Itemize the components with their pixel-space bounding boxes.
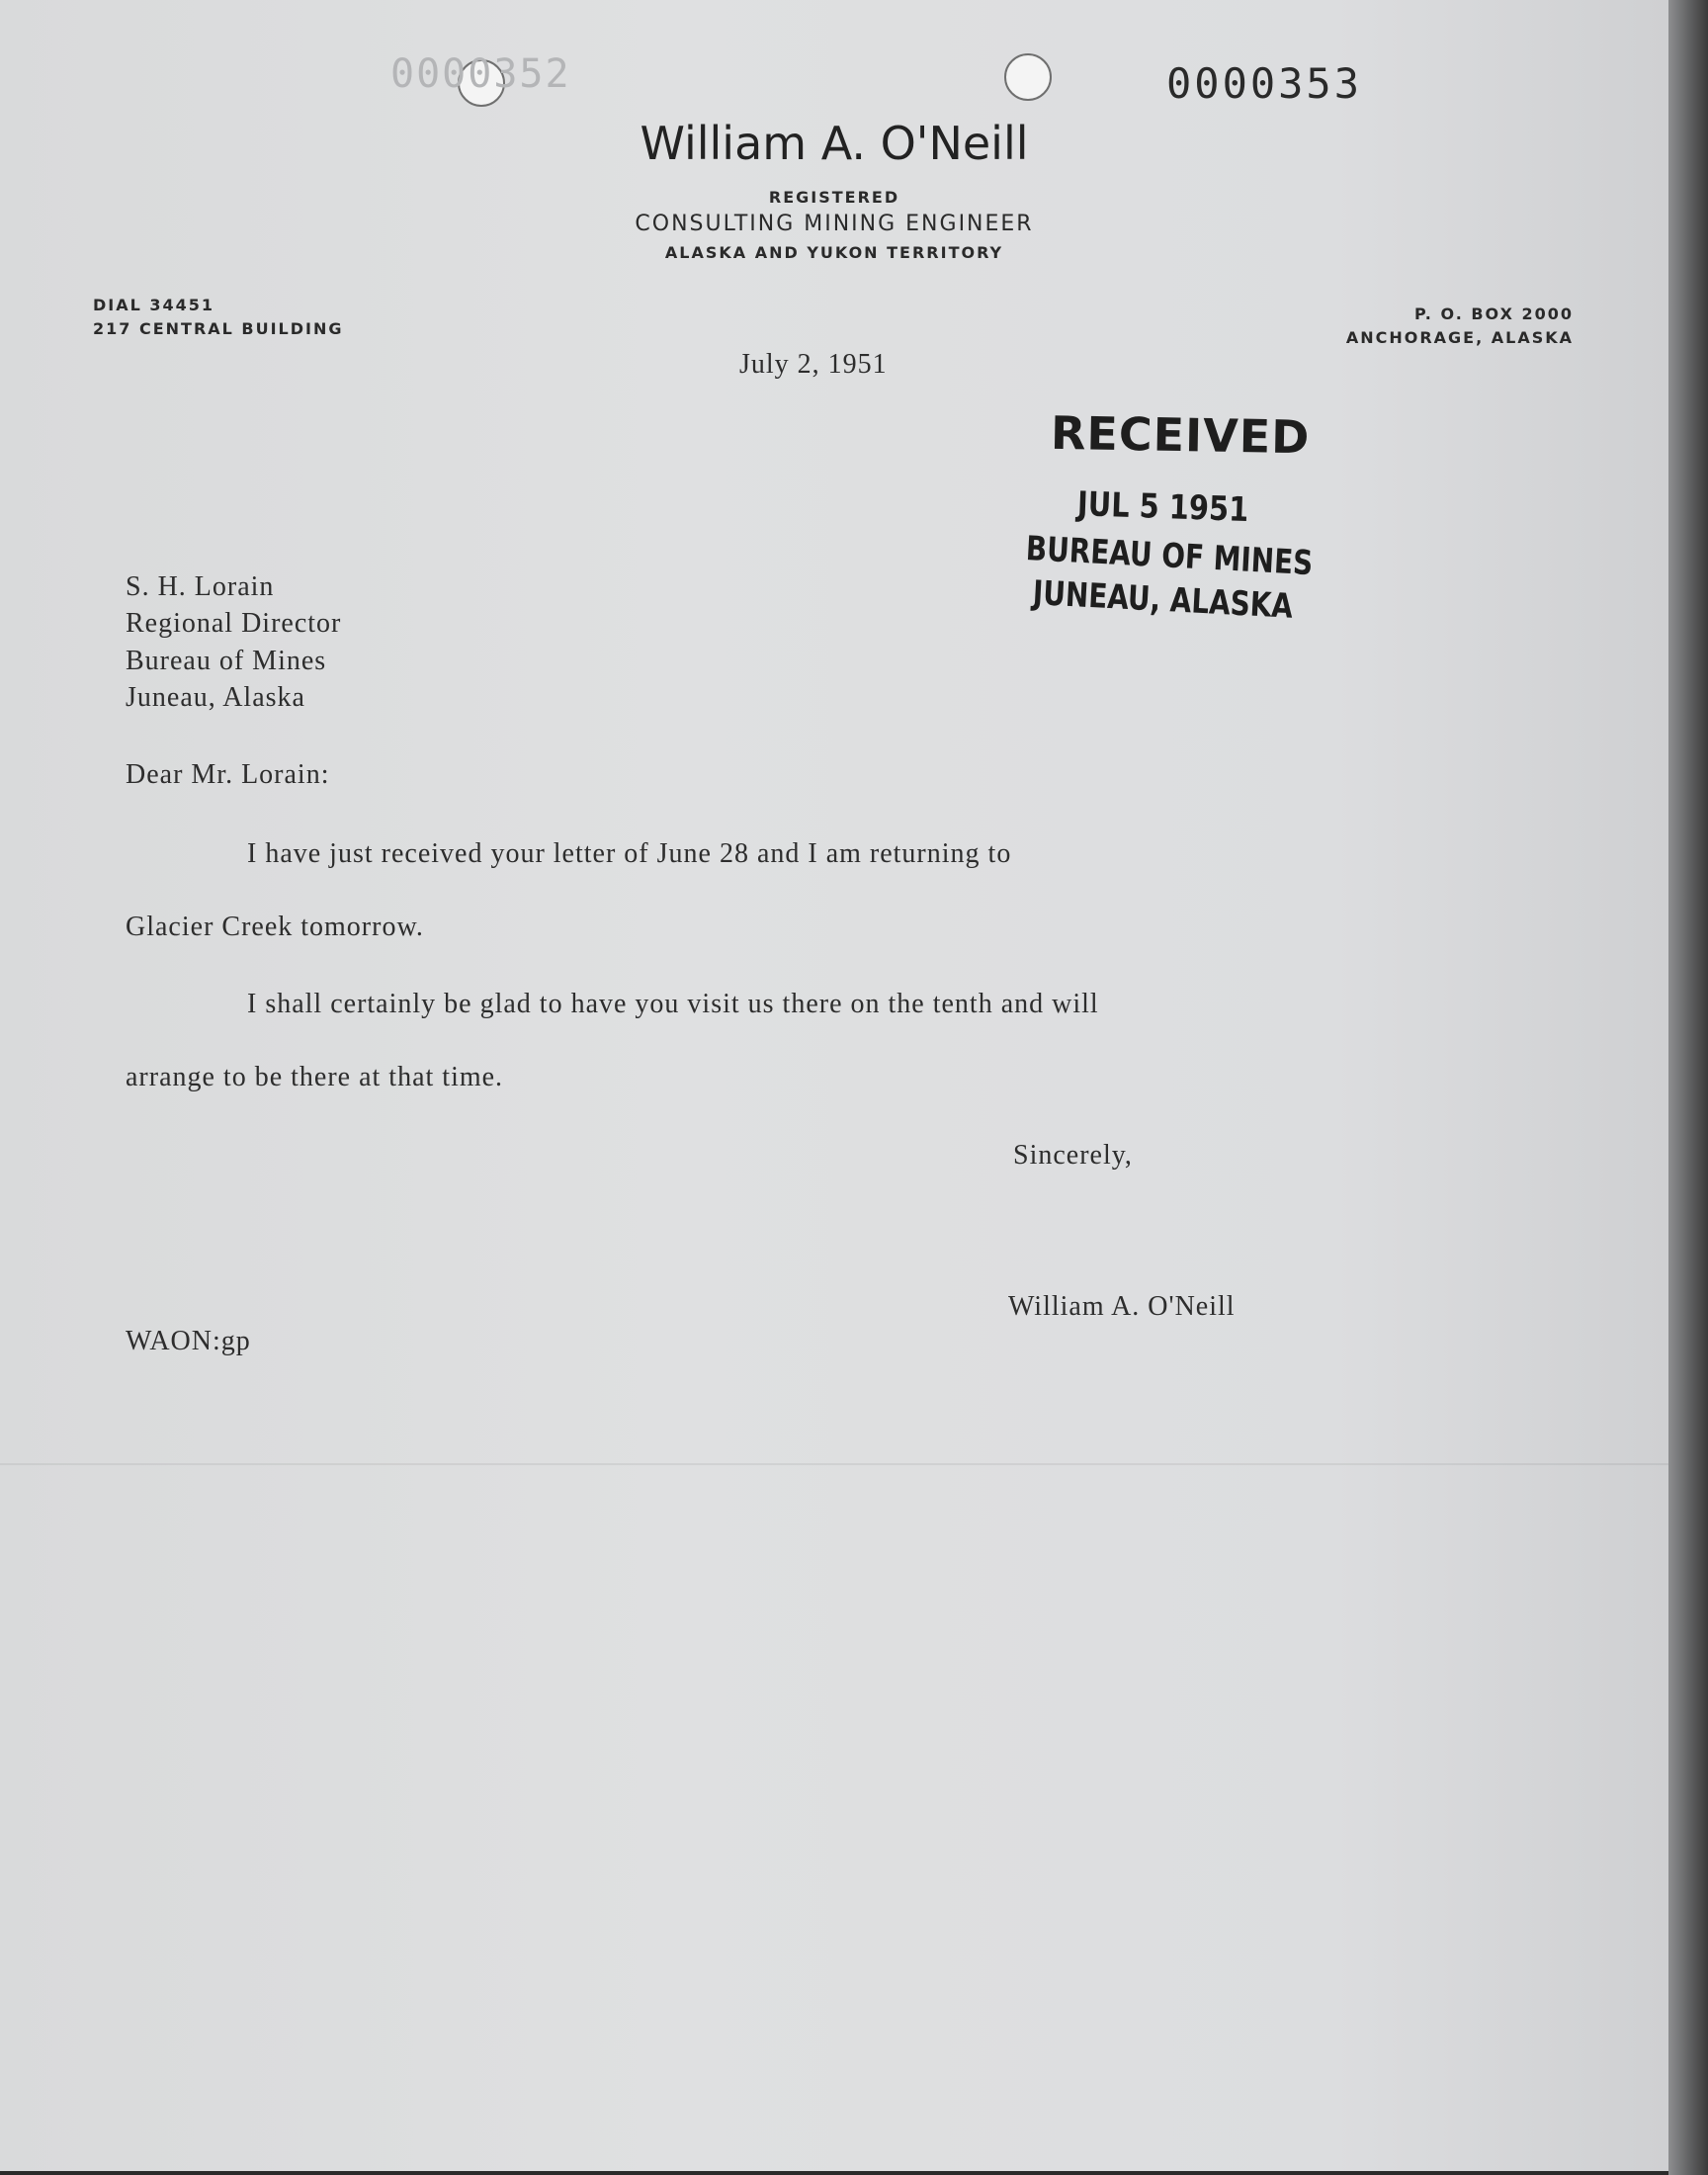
received-stamp-date: JUL 5 1951 [1076,484,1249,531]
recipient-name: S. H. Lorain [126,571,275,602]
page-edge-shadow [1668,0,1708,2175]
body-p1-line2: Glacier Creek tomorrow. [126,912,424,942]
punch-hole-right [1004,53,1052,101]
letterhead-name: William A. O'Neill [640,117,1029,170]
recipient-city: Juneau, Alaska [126,682,305,713]
document-number: 0000353 [1166,59,1363,108]
letterhead-territory: ALASKA AND YUKON TERRITORY [664,243,1004,262]
received-stamp-title: RECEIVED [1050,405,1311,465]
closing: Sincerely, [1013,1140,1133,1171]
signature-name: William A. O'Neill [1008,1291,1236,1322]
letterhead-left-contact [93,294,344,341]
body-p2-line2: arrange to be there at that time. [126,1062,504,1092]
letterhead-po-box: P. O. BOX 2000 [1414,304,1574,323]
fold-line [0,1463,1668,1465]
letterhead-registered: REGISTERED [768,188,900,207]
recipient-title: Regional Director [126,608,342,639]
letterhead-right-contact [1346,303,1574,350]
salutation: Dear Mr. Lorain: [126,759,330,790]
letterhead-title: CONSULTING MINING ENGINEER [635,212,1034,236]
received-stamp-office: BUREAU OF MINES [1024,529,1315,584]
faint-file-number: 0000352 [390,51,571,97]
body-p1-line1: I have just received your letter of June 28 and I am returning to [247,838,1012,869]
letter-date: July 2, 1951 [739,349,888,380]
letterhead-building: 217 CENTRAL BUILDING [93,319,344,338]
letterhead-dial: DIAL 34451 [93,296,215,314]
body-p2-line1: I shall certainly be glad to have you visit us there on the tenth and will [247,989,1099,1019]
recipient-org: Bureau of Mines [126,646,327,676]
received-stamp-location: JUNEAU, ALASKA [1031,573,1294,627]
letterhead-city: ANCHORAGE, ALASKA [1345,328,1574,347]
typist-initials: WAON:gp [126,1326,251,1356]
